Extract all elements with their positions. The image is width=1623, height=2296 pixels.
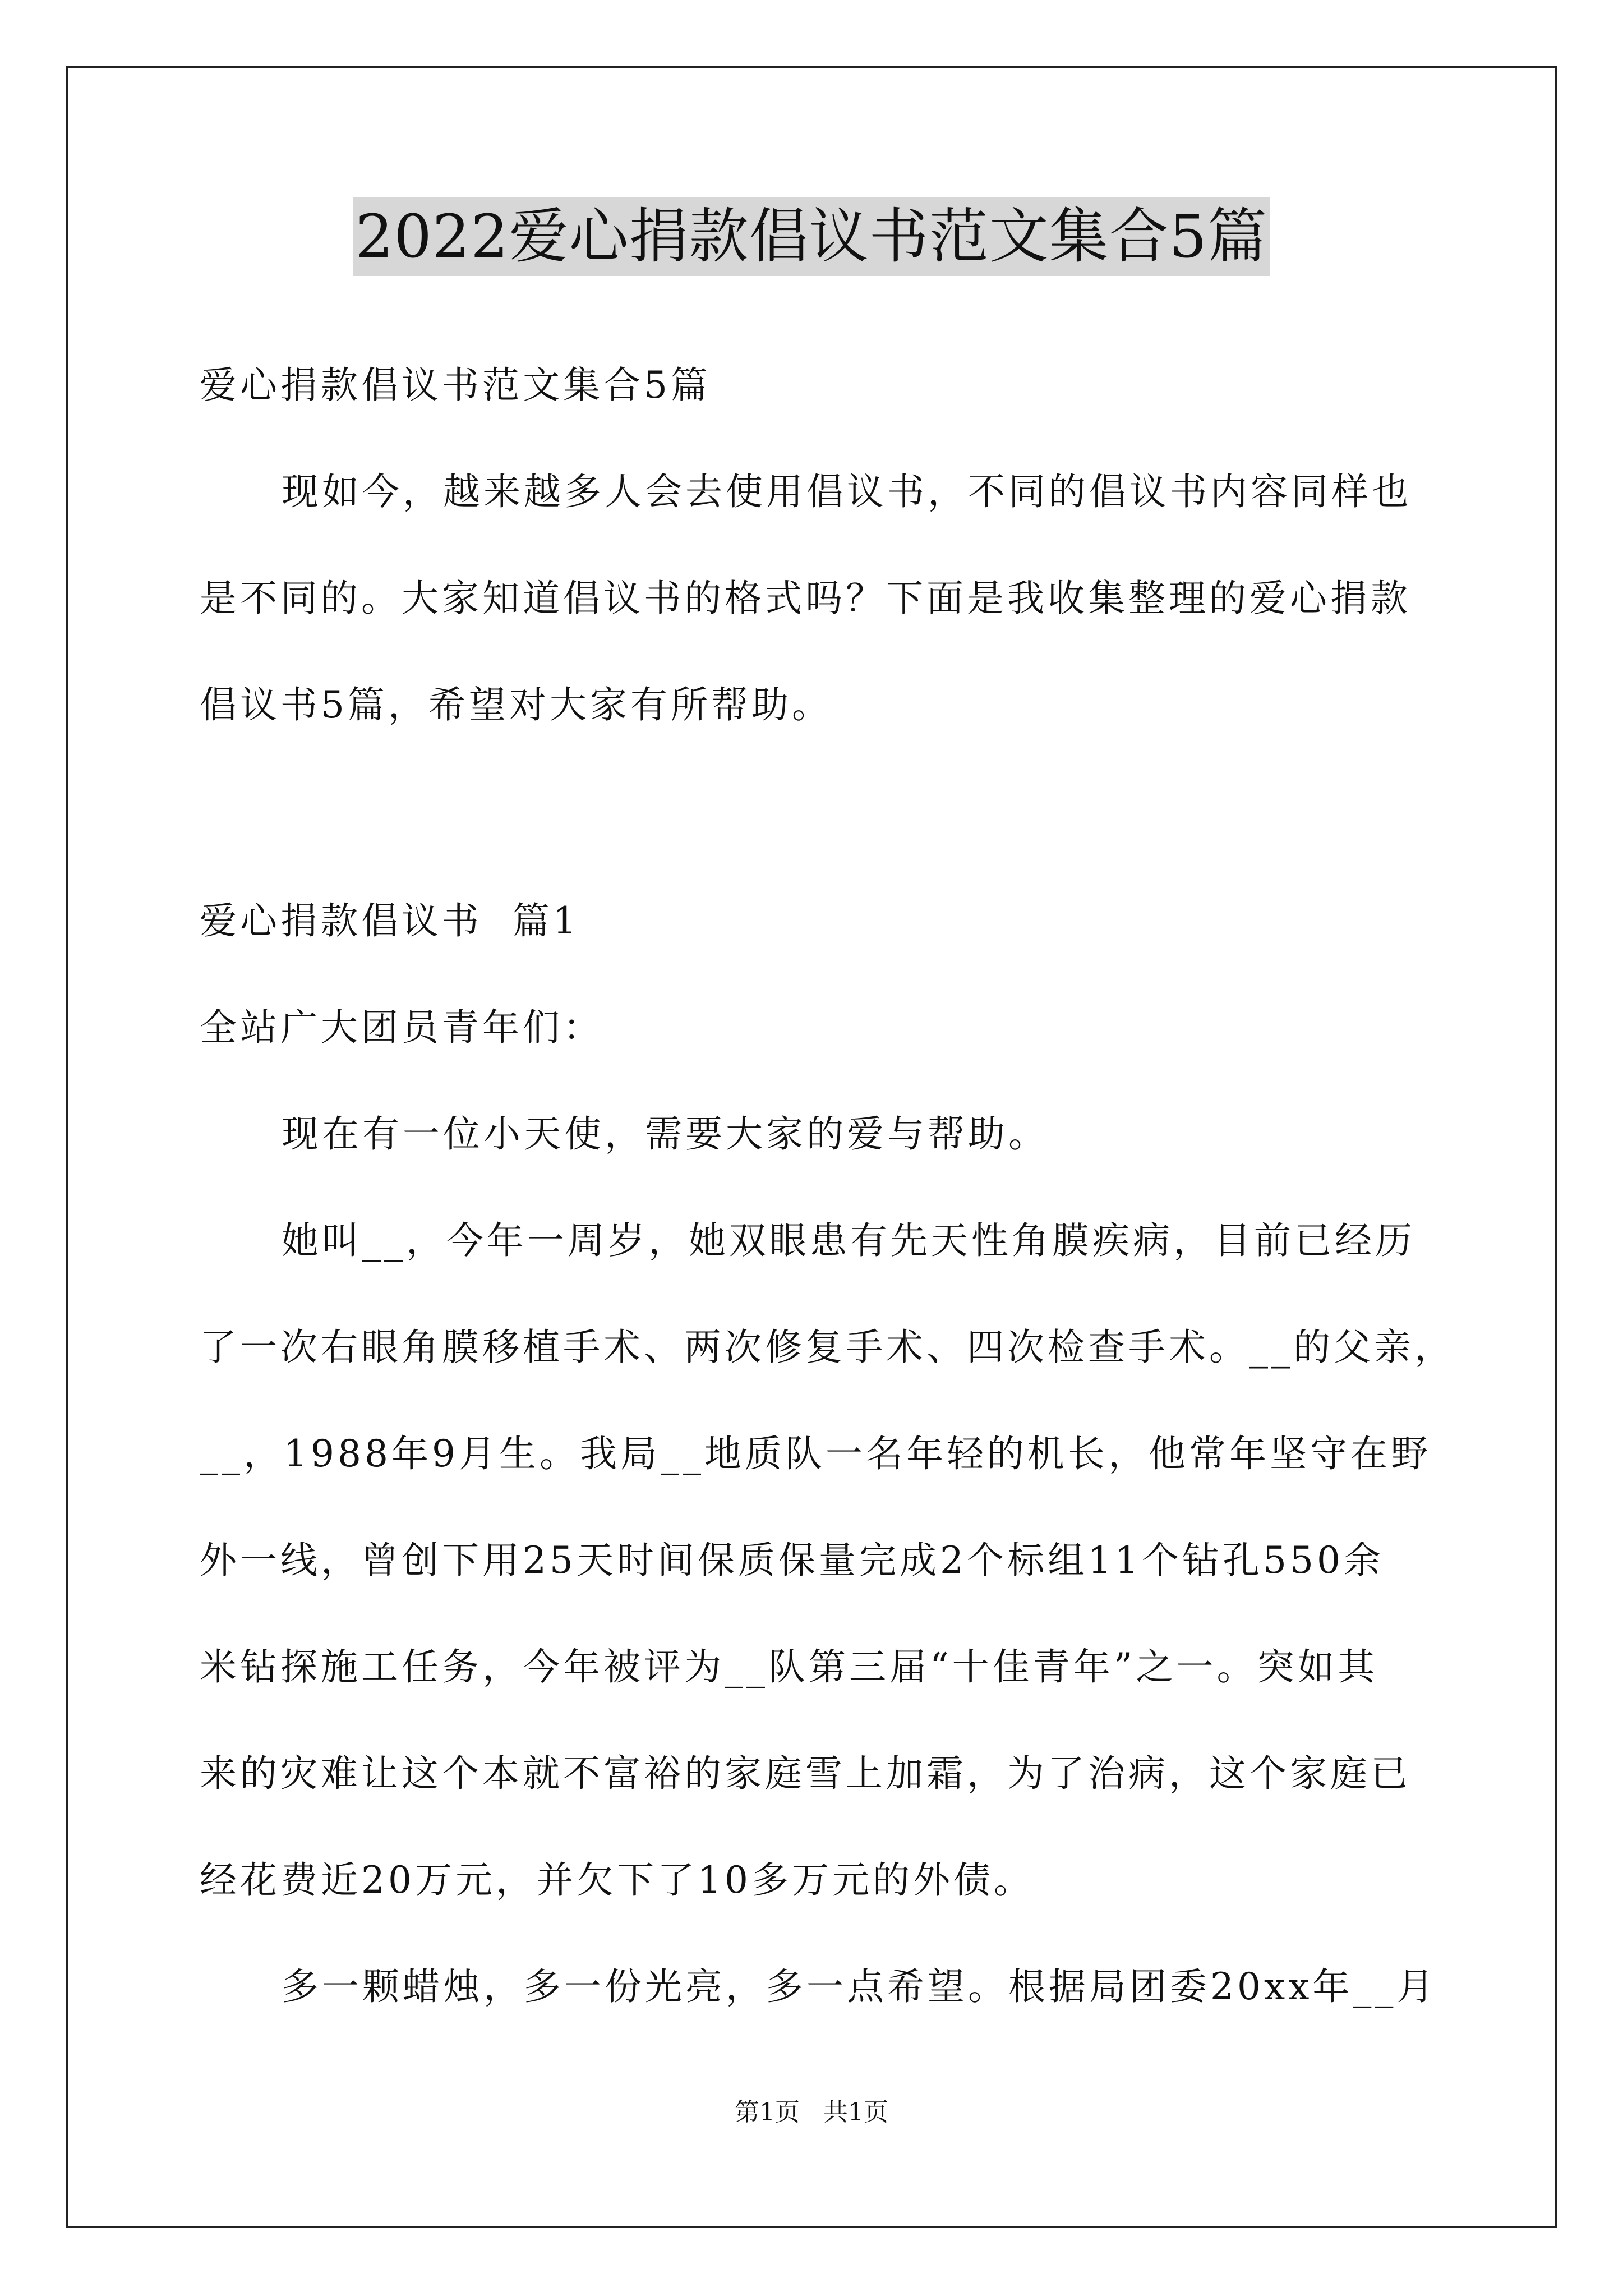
paragraph-3 <box>200 1934 1456 2040</box>
paragraph-line: 经花费近20万元，并欠下了10多万元的外债。 <box>200 1858 1034 1902</box>
salutation <box>200 974 1456 1081</box>
paragraph-line: __，1988年9月生。我局__地质队一名年轻的机长，他常年坚守在野 <box>200 1432 1431 1475</box>
paragraph-line: 外一线，曾创下用25天时间保质保量完成2个标组11个钻孔550余 <box>200 1539 1384 1582</box>
section-heading <box>200 868 1456 974</box>
paragraph-2 <box>200 1188 1456 1934</box>
paragraph-line: 多一颗蜡烛，多一份光亮，多一点希望。根据局团委20xx年__月 <box>282 1965 1437 2008</box>
subtitle-line: 爱心捐款倡议书范文集合5篇 <box>200 364 711 407</box>
intro-line: 现如今，越来越多人会去使用倡议书，不同的倡议书内容同样也 <box>282 470 1412 513</box>
section-heading-line: 爱心捐款倡议书 篇1 <box>200 899 580 942</box>
document-subtitle <box>200 332 1456 439</box>
paragraph-line: 米钻探施工任务，今年被评为__队第三届“十佳青年”之一。突如其 <box>200 1645 1378 1688</box>
paragraph-1 <box>200 1081 1456 1188</box>
salutation-line: 全站广大团员青年们： <box>200 1006 603 1049</box>
intro-line: 是不同的。大家知道倡议书的格式吗？下面是我收集整理的爱心捐款 <box>200 577 1411 620</box>
intro-paragraph <box>200 439 1456 758</box>
intro-line: 倡议书5篇，希望对大家有所帮助。 <box>200 683 832 726</box>
paragraph-line: 现在有一位小天使，需要大家的爱与帮助。 <box>282 1112 1049 1156</box>
paragraph-line: 了一次右眼角膜移植手术、两次修复手术、四次检查手术。__的父亲， <box>200 1326 1455 1369</box>
page-footer: 第1页 共1页 <box>735 2098 888 2127</box>
paragraph-line: 她叫__，今年一周岁，她双眼患有先天性角膜疾病，目前已经历 <box>282 1219 1415 1262</box>
title-container <box>0 197 1623 276</box>
document-title: 2022爱心捐款倡议书范文集合5篇 <box>353 197 1270 276</box>
paragraph-line: 来的灾难让这个本就不富裕的家庭雪上加霜，为了治病，这个家庭已 <box>200 1752 1411 1795</box>
